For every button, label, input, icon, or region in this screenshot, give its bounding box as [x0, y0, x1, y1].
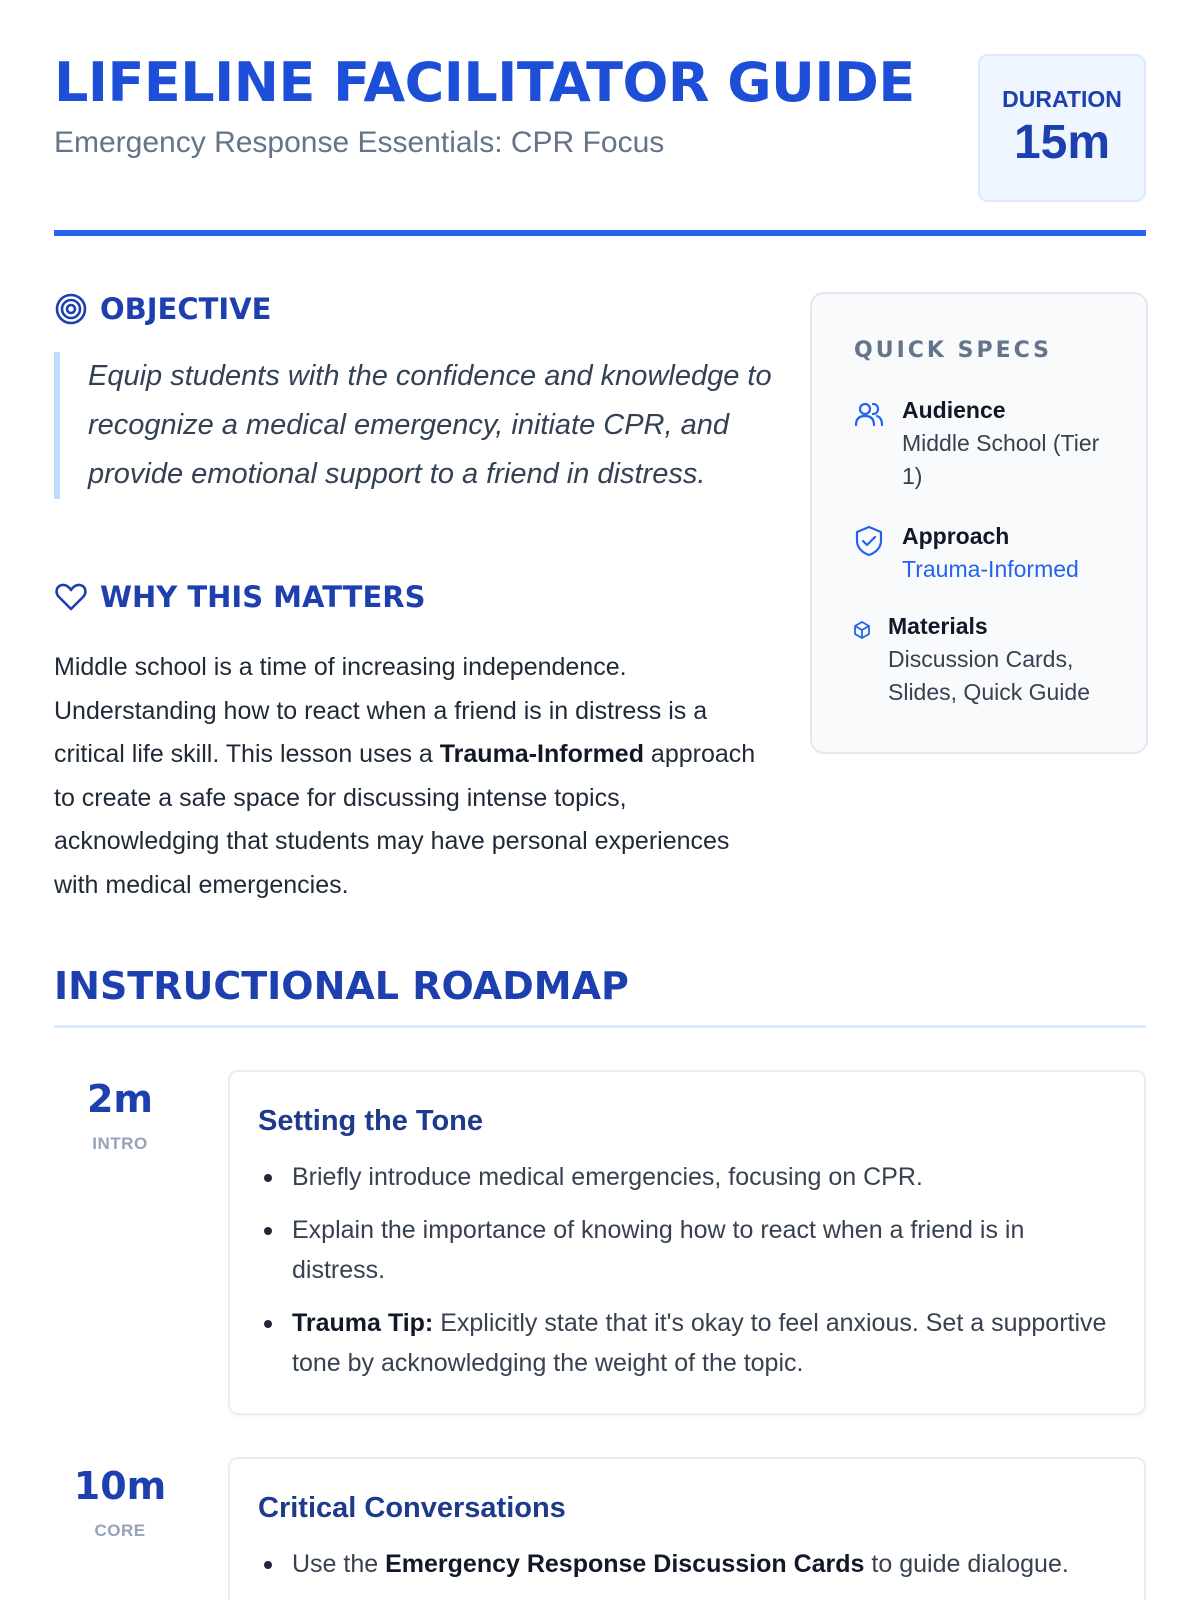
- duration-box: [978, 54, 1146, 202]
- spec-materials-label: Materials: [888, 613, 988, 639]
- step-kind: CORE: [94, 1521, 146, 1540]
- page-title: LIFELINE FACILITATOR GUIDE: [54, 51, 915, 114]
- why-text-bold: Trauma-Informed: [439, 740, 644, 768]
- spec-materials-value: Discussion Cards, Slides, Quick Guide: [888, 646, 1090, 705]
- bullet-text: Briefly introduce medical emergencies, focusing on CPR.: [292, 1162, 923, 1191]
- step-heading: Setting the Tone: [258, 1105, 484, 1137]
- step-bullets: [258, 1157, 1116, 1383]
- header-divider: [54, 230, 1146, 236]
- quick-specs-card: [810, 292, 1148, 754]
- spec-approach-label: Approach: [902, 523, 1010, 549]
- objective-heading: [54, 292, 271, 326]
- heart-icon: [54, 580, 88, 614]
- why-heading: [54, 580, 426, 614]
- bullet-bold: Emergency Response Discussion Cards: [385, 1549, 865, 1578]
- users-icon: [852, 398, 886, 432]
- objective-text: Equip students with the confidence and knowledge to recognize a medical emergency, initiate CPR, and provide emotional support to a friend in distress.: [54, 352, 774, 499]
- step-heading: Critical Conversations: [258, 1492, 566, 1524]
- target-icon: [54, 292, 88, 326]
- step-duration: 2m: [86, 1077, 154, 1121]
- step-time-core: [54, 1464, 186, 1541]
- why-text-part-1: Middle school is a time of increasing independence. Understanding how to react when a friend is in distress is a critical life skill. This lesson uses a: [54, 653, 708, 768]
- step-time-intro: [54, 1077, 186, 1154]
- spec-audience-label: Audience: [902, 397, 1006, 423]
- step-bullets: [258, 1544, 1116, 1584]
- bullet-text: Explain the importance of knowing how to react when a friend is in distress.: [292, 1215, 1025, 1284]
- roadmap-divider: [54, 1025, 1146, 1028]
- bullet-bold: Trauma Tip:: [292, 1308, 434, 1337]
- list-item: [258, 1544, 1116, 1584]
- box-icon: [852, 620, 872, 640]
- roadmap-title: INSTRUCTIONAL ROADMAP: [54, 964, 629, 1008]
- spec-materials: [852, 610, 1098, 709]
- list-item: [258, 1210, 1116, 1290]
- list-item: [258, 1157, 1116, 1197]
- step-kind: INTRO: [92, 1134, 148, 1153]
- bullet-text-before: Use the: [292, 1549, 386, 1578]
- why-text: [54, 646, 774, 907]
- step-duration: 10m: [73, 1464, 167, 1508]
- bullet-text-after: to guide dialogue.: [864, 1549, 1069, 1578]
- quick-specs-title: QUICK SPECS: [854, 338, 1052, 363]
- spec-approach-value: Trauma-Informed: [902, 556, 1079, 582]
- why-heading-label: WHY THIS MATTERS: [100, 580, 426, 614]
- bullet-text: Explicitly state that it's okay to feel anxious. Set a supportive tone by acknowledging the weight of the topic.: [292, 1308, 1107, 1377]
- page-subtitle: Emergency Response Essentials: CPR Focus: [54, 126, 665, 159]
- list-item: [258, 1303, 1116, 1383]
- spec-audience-value: Middle School (Tier 1): [902, 430, 1100, 489]
- page-header: [54, 48, 1146, 238]
- objective-heading-label: OBJECTIVE: [100, 292, 272, 326]
- spec-approach: [852, 520, 1112, 586]
- step-card-setting-the-tone: [228, 1070, 1146, 1415]
- spec-audience: [852, 394, 1112, 493]
- shield-check-icon: [852, 524, 886, 558]
- duration-value: 15m: [1013, 116, 1111, 169]
- why-text-part-2: approach to create a safe space for discussing intense topics, acknowledging that students may have personal experiences with medical emergencies.: [54, 740, 756, 899]
- step-card-critical-conversations: [228, 1457, 1146, 1600]
- duration-label: DURATION: [1002, 86, 1122, 112]
